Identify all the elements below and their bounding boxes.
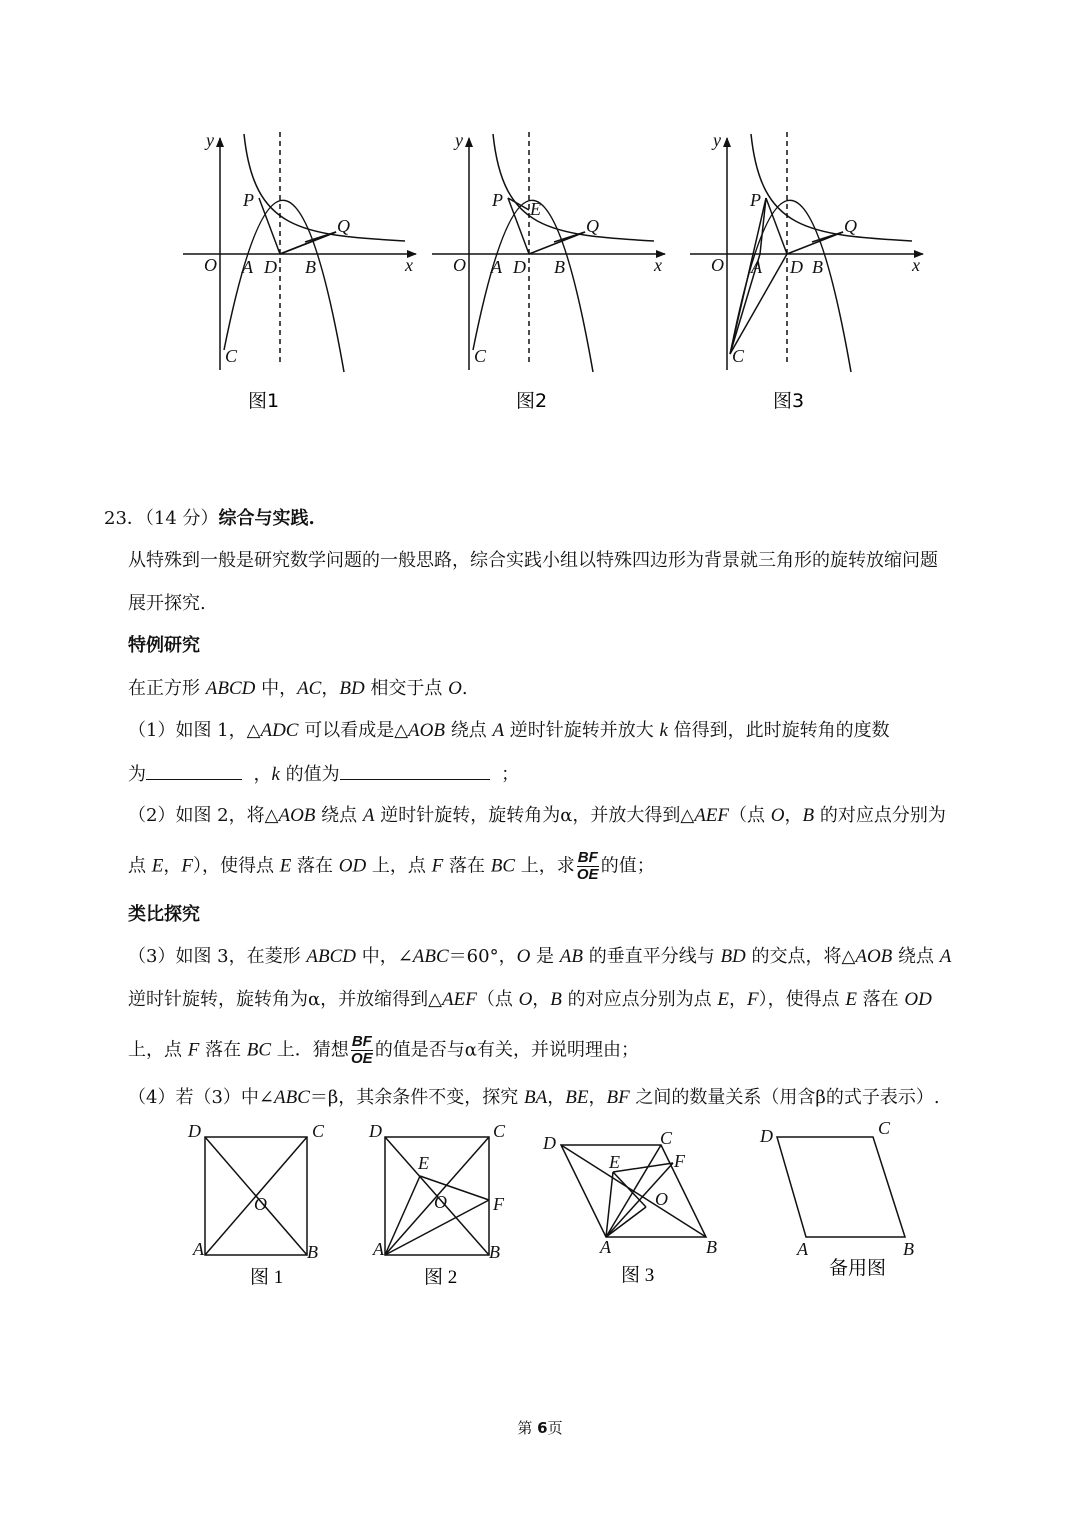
svg-text:E: E: [418, 1153, 429, 1173]
page-footer: 第 6页: [517, 1419, 563, 1437]
label-C: C: [225, 346, 238, 366]
geometry-figure-1-caption: 图 1: [250, 1267, 284, 1288]
question-3-line-2: 逆时针旋转，旋转角为α，并放缩得到△AEF（点 O，B 的对应点分别为点 E，F），使得点 E 落在 OD: [128, 989, 932, 1010]
geometry-figure-2-caption: 图 2: [424, 1267, 458, 1288]
label-Q: Q: [337, 216, 350, 236]
question-4-line: （4）若（3）中∠ABC＝β，其余条件不变，探究 BA，BE，BF 之间的数量关系（用含β的式子表示）.: [128, 1087, 940, 1108]
geometry-figure-1: [187, 1121, 325, 1262]
label-D: D: [264, 257, 277, 277]
label-D: D: [790, 257, 803, 277]
fraction-bf-oe: $\frac{BF}{OE}$: [350, 1033, 373, 1067]
label-x: x: [654, 255, 662, 275]
label-Q: Q: [586, 216, 599, 236]
question-1-line-1: （1）如图 1，△ADC 可以看成是△AOB 绕点 A 逆时针旋转并放大 k 倍得到，此时旋转角的度数: [128, 720, 890, 741]
label-P: P: [492, 190, 503, 210]
label-Q: Q: [844, 216, 857, 236]
svg-text:A: A: [797, 1239, 808, 1259]
svg-text:D: D: [760, 1126, 773, 1146]
answer-blank-k[interactable]: [340, 761, 490, 780]
setup-line: 在正方形 ABCD 中，AC，BD 相交于点 O.: [128, 678, 468, 699]
label-y: y: [206, 130, 214, 150]
geometry-figure-2: [368, 1121, 506, 1262]
svg-text:E: E: [609, 1152, 620, 1172]
problem-heading: [104, 506, 315, 532]
label-A: A: [491, 257, 502, 277]
problem-title: 综合与实践.: [218, 508, 315, 529]
svg-text:C: C: [878, 1118, 891, 1138]
intro-line-2: 展开探究.: [128, 593, 206, 614]
question-1-line-2: 为 ，k 的值为 ；: [128, 761, 519, 788]
label-x: x: [912, 255, 920, 275]
question-3-line-3: 上，点 F 落在 BC 上．猜想 $\frac{BF}{OE}$ 的值是否与α有关，并说明理由；: [128, 1033, 639, 1067]
svg-text:O: O: [254, 1194, 267, 1214]
svg-text:C: C: [493, 1121, 506, 1141]
graph-figure-2-caption: 图2: [516, 390, 548, 412]
intro-line-1: 从特殊到一般是研究数学问题的一般思路，综合实践小组以特殊四边形为背景就三角形的旋转放缩问题: [128, 550, 938, 571]
section-analogy: 类比探究: [128, 904, 200, 925]
question-2-line-2: 点 E，F），使得点 E 落在 OD 上，点 F 落在 BC 上，求 $\frac{BF}{OE}$ 的值；: [128, 849, 655, 883]
page-number: 6: [537, 1419, 548, 1437]
svg-text:B: B: [706, 1237, 717, 1257]
label-O: O: [711, 255, 724, 275]
svg-text:A: A: [600, 1237, 611, 1257]
svg-text:C: C: [312, 1121, 325, 1141]
svg-text:F: F: [674, 1151, 685, 1171]
problem-score: （14 分）: [144, 508, 219, 529]
svg-text:F: F: [493, 1194, 504, 1214]
svg-text:B: B: [489, 1242, 500, 1262]
section-special-case: 特例研究: [128, 635, 200, 656]
label-B: B: [554, 257, 565, 277]
geometry-figure-spare-caption: 备用图: [829, 1258, 887, 1279]
svg-text:D: D: [188, 1121, 201, 1141]
label-O: O: [204, 255, 217, 275]
label-E: E: [530, 199, 541, 219]
label-B: B: [812, 257, 823, 277]
geometry-figure-3-caption: 图 3: [621, 1265, 655, 1286]
svg-text:D: D: [543, 1133, 556, 1153]
svg-text:A: A: [373, 1239, 384, 1259]
svg-text:B: B: [903, 1239, 914, 1259]
label-P: P: [243, 190, 254, 210]
graph-figure-1-caption: 图1: [248, 390, 280, 412]
graph-figure-3-caption: 图3: [773, 390, 805, 412]
svg-text:O: O: [655, 1189, 668, 1209]
svg-text:A: A: [193, 1239, 204, 1259]
question-2-line-1: （2）如图 2，将△AOB 绕点 A 逆时针旋转，旋转角为α，并放大得到△AEF（点 O，B 的对应点分别为: [128, 805, 946, 826]
geometry-figures-row: [0, 1115, 1080, 1295]
problem-number: 23．: [104, 508, 145, 529]
graph-figures-row: [0, 120, 1080, 420]
question-3-line-1: （3）如图 3，在菱形 ABCD 中，∠ABC＝60°，O 是 AB 的垂直平分线与 BD 的交点，将△AOB 绕点 A: [128, 946, 952, 967]
svg-text:B: B: [307, 1242, 318, 1262]
svg-text:O: O: [434, 1192, 447, 1212]
label-x: x: [405, 255, 413, 275]
answer-blank-angle[interactable]: [146, 761, 242, 780]
geometry-figure-spare: [759, 1118, 914, 1259]
label-y: y: [455, 130, 463, 150]
label-A: A: [242, 257, 253, 277]
label-C: C: [474, 346, 487, 366]
svg-text:C: C: [660, 1128, 673, 1148]
label-B: B: [305, 257, 316, 277]
label-O: O: [453, 255, 466, 275]
label-P: P: [750, 190, 761, 210]
svg-text:D: D: [369, 1121, 382, 1141]
graph-figure-1: [183, 130, 416, 372]
graph-figure-2: [432, 130, 665, 372]
geometry-figure-3: [542, 1128, 717, 1257]
label-A: A: [751, 257, 762, 277]
fraction-bf-oe: $\frac{BF}{OE}$: [576, 849, 599, 883]
label-y: y: [713, 130, 721, 150]
graph-figure-3: [690, 130, 923, 372]
label-C: C: [732, 346, 745, 366]
label-D: D: [513, 257, 526, 277]
